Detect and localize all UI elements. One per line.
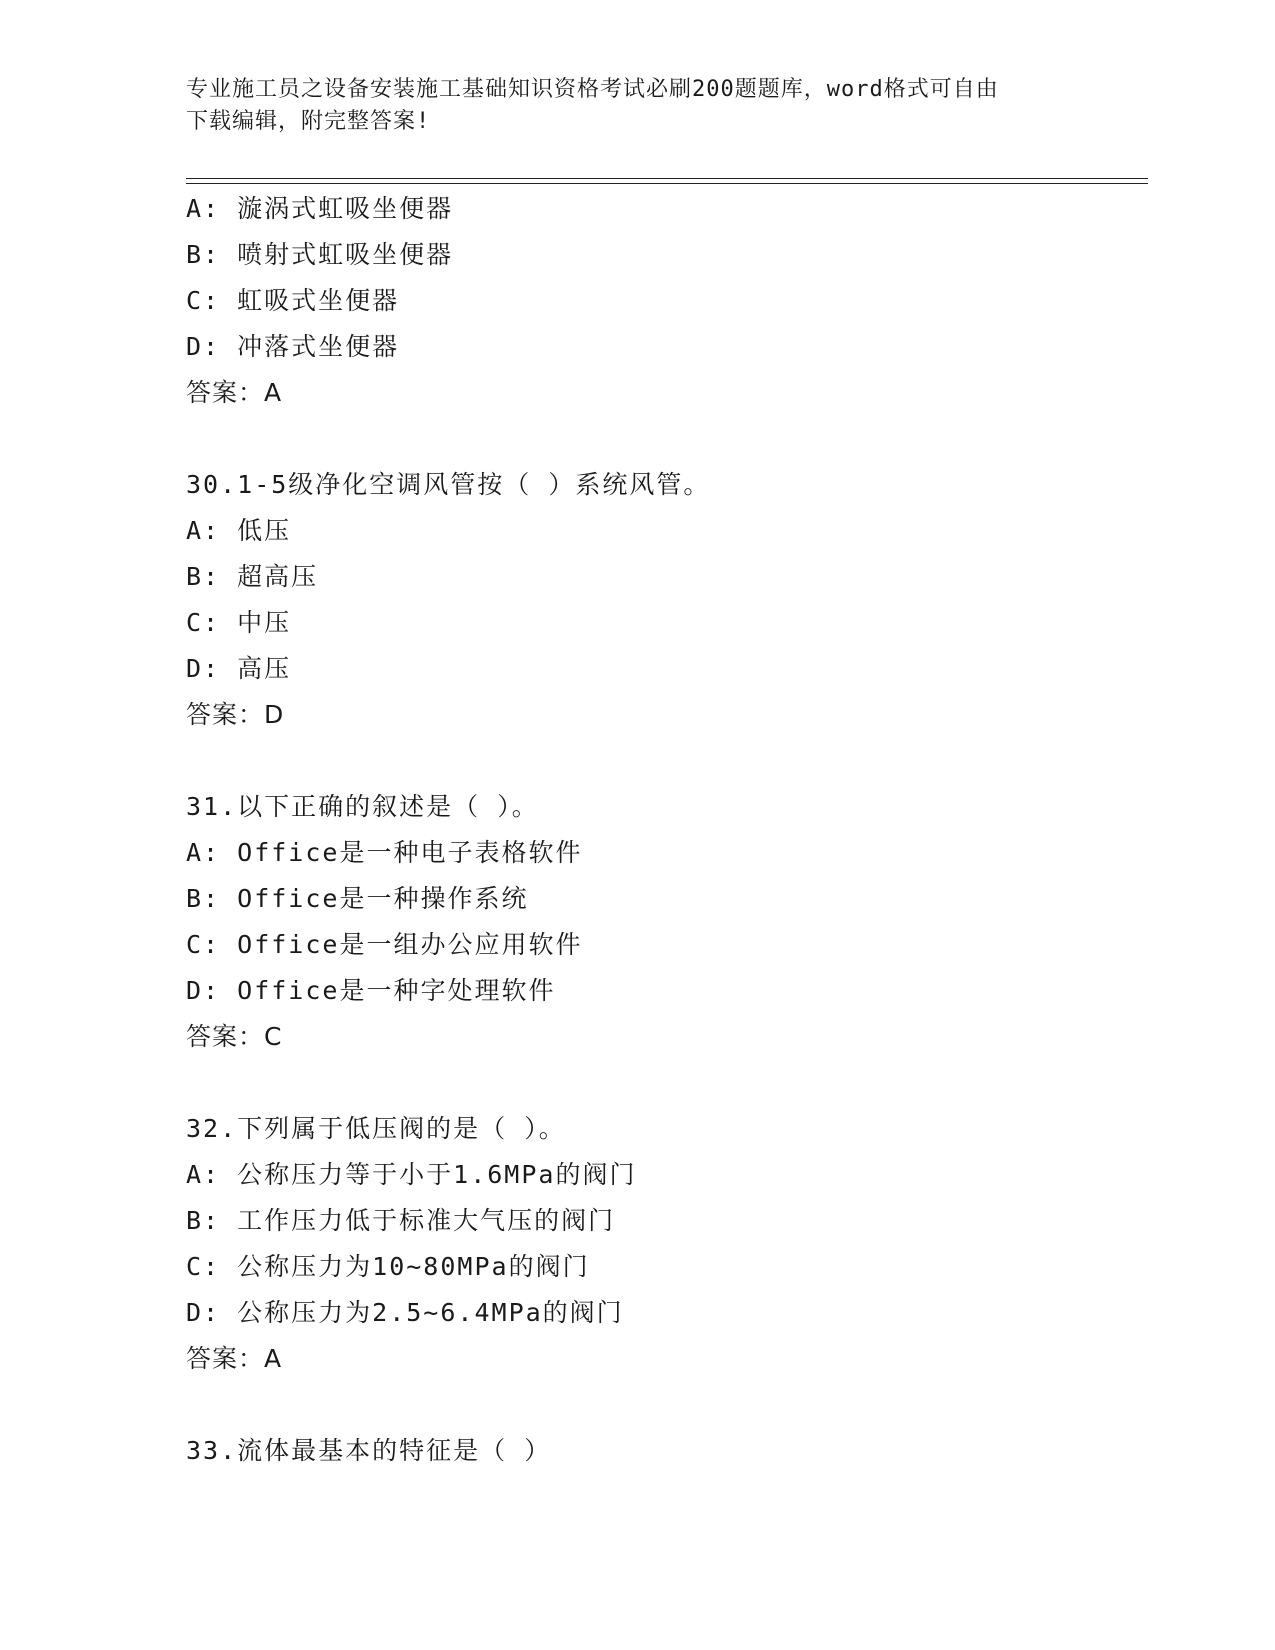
option-a: A: Office是一种电子表格软件 — [186, 838, 583, 867]
option-d: D: 冲落式坐便器 — [186, 332, 400, 361]
answer-line: 答案：A — [186, 1344, 283, 1373]
question-block-29 — [186, 186, 1146, 416]
question-block-32 — [186, 1106, 1146, 1382]
option-d: D: 公称压力为2.5~6.4MPa的阀门 — [186, 1298, 624, 1327]
question-stem: 31.以下正确的叙述是（ ）。 — [186, 792, 539, 821]
header-line-1: 专业施工员之设备安装施工基础知识资格考试必刷200题题库，word格式可自由 — [186, 77, 999, 102]
spacer — [186, 1060, 1146, 1106]
question-stem: 33.流体最基本的特征是（ ） — [186, 1436, 552, 1465]
option-a: A: 低压 — [186, 516, 292, 545]
header-line-2: 下载编辑，附完整答案! — [186, 109, 431, 134]
question-list — [186, 186, 1146, 1474]
option-c: C: 中压 — [186, 608, 292, 637]
document-header — [186, 74, 1086, 138]
option-c: C: 虹吸式坐便器 — [186, 286, 400, 315]
option-b: B: 超高压 — [186, 562, 319, 591]
spacer — [186, 1382, 1146, 1428]
option-d: D: 高压 — [186, 654, 292, 683]
option-a: A: 公称压力等于小于1.6MPa的阀门 — [186, 1160, 637, 1189]
spacer — [186, 416, 1146, 462]
header-divider-bottom — [186, 183, 1148, 184]
option-c: C: Office是一组办公应用软件 — [186, 930, 583, 959]
question-stem: 32.下列属于低压阀的是（ ）。 — [186, 1114, 566, 1143]
option-d: D: Office是一种字处理软件 — [186, 976, 556, 1005]
answer-line: 答案：A — [186, 378, 283, 407]
answer-line: 答案：D — [186, 700, 285, 729]
question-stem: 30.1-5级净化空调风管按（ ）系统风管。 — [186, 470, 711, 499]
option-b: B: 喷射式虹吸坐便器 — [186, 240, 454, 269]
answer-line: 答案：C — [186, 1022, 283, 1051]
option-b: B: 工作压力低于标准大气压的阀门 — [186, 1206, 616, 1235]
option-c: C: 公称压力为10~80MPa的阀门 — [186, 1252, 590, 1281]
option-b: B: Office是一种操作系统 — [186, 884, 529, 913]
question-block-30 — [186, 462, 1146, 738]
question-block-31 — [186, 784, 1146, 1060]
question-block-33 — [186, 1428, 1146, 1474]
spacer — [186, 738, 1146, 784]
header-divider-top — [186, 178, 1148, 179]
option-a: A: 漩涡式虹吸坐便器 — [186, 194, 454, 223]
